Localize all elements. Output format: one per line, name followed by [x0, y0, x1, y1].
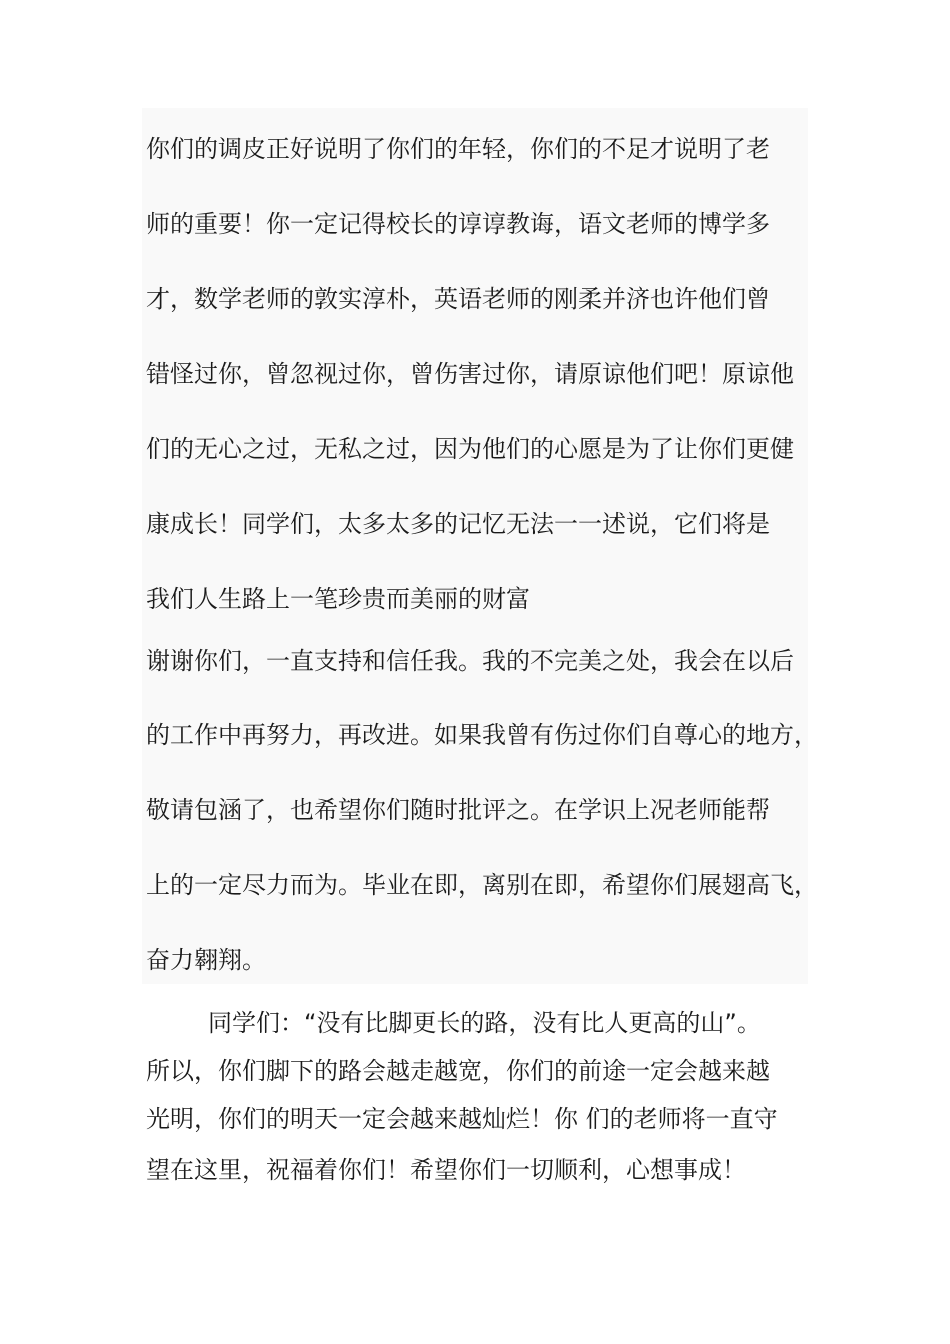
paragraph-line: 所以，你们脚下的路会越走越宽，你们的前途一定会越来越 — [146, 1057, 770, 1085]
paragraph-line: 望在这里，祝福着你们！希望你们一切顺利，心想事成！ — [146, 1156, 746, 1184]
paragraph-line: 你们的调皮正好说明了你们的年轻，你们的不足才说明了老 — [146, 135, 770, 163]
paragraph-line: 师的重要！你一定记得校长的谆谆教诲，语文老师的博学多 — [146, 210, 770, 238]
highlight-background — [142, 108, 808, 984]
paragraph-line: 同学们：“没有比脚更长的路，没有比人更高的山”。 — [208, 1009, 761, 1037]
paragraph-line: 康成长！同学们，太多太多的记忆无法一一述说，它们将是 — [146, 510, 770, 538]
paragraph-line: 才，数学老师的敦实淳朴，英语老师的刚柔并济也许他们曾 — [146, 285, 770, 313]
paragraph-line: 们的无心之过，无私之过，因为他们的心愿是为了让你们更健 — [146, 435, 794, 463]
paragraph-line: 我们人生路上一笔珍贵而美丽的财富 — [146, 585, 530, 613]
paragraph-line: 光明，你们的明天一定会越来越灿烂！你 们的老师将一直守 — [146, 1105, 778, 1133]
paragraph-line: 上的一定尽力而为。毕业在即，离别在即，希望你们展翅高飞， — [146, 871, 818, 899]
paragraph-line: 敬请包涵了，也希望你们随时批评之。在学识上况老师能帮 — [146, 796, 770, 824]
paragraph-line: 的工作中再努力，再改进。如果我曾有伤过你们自尊心的地方， — [146, 721, 818, 749]
paragraph-line: 谢谢你们，一直支持和信任我。我的不完美之处，我会在以后 — [146, 647, 794, 675]
paragraph-line: 错怪过你，曾忽视过你，曾伤害过你，请原谅他们吧！原谅他 — [146, 360, 794, 388]
paragraph-line: 奋力翱翔。 — [146, 946, 266, 974]
